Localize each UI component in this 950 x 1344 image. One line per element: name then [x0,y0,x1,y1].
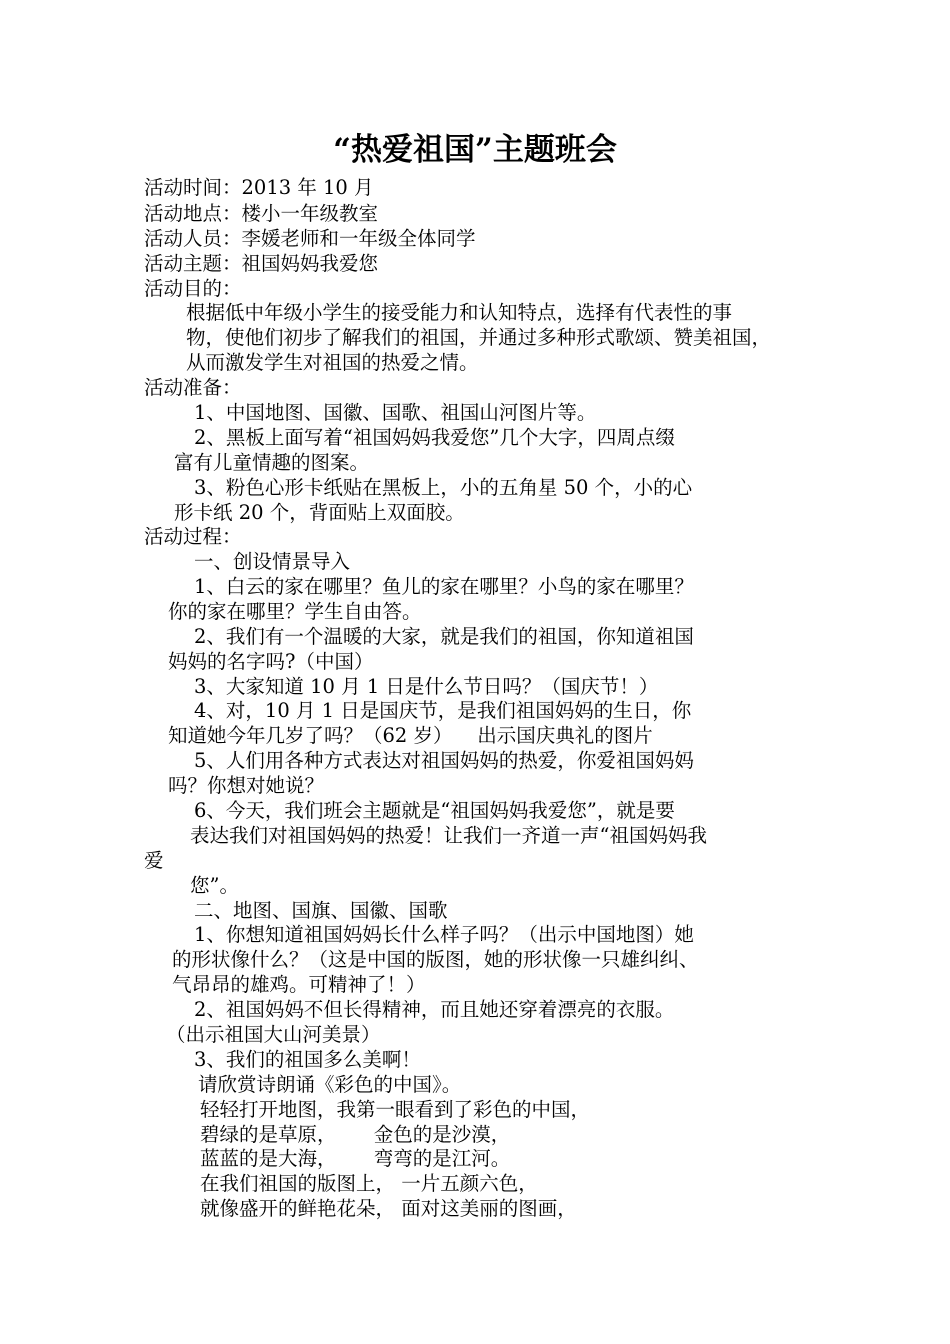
prep-line: 3、粉色心形卡纸贴在黑板上，小的五角星 50 个，小的心 [194,476,693,499]
process-line: 2、我们有一个温暖的大家，就是我们的祖国，你知道祖国 [194,625,694,648]
purpose-line: 物，使他们初步了解我们的祖国，并通过多种形式歌颂、赞美祖国， [186,326,772,349]
process-line: 6、今天，我们班会主题就是“祖国妈妈我爱您”，就是要 [194,799,675,822]
process-line: 3、大家知道 10 月 1 日是什么节日吗？（国庆节！） [194,675,659,698]
poem-line: 轻轻打开地图，我第一眼看到了彩色的中国， [200,1098,591,1121]
poem-line: 碧绿的是草原， 金色的是沙漠， [200,1123,511,1146]
process-line: 爱 [144,849,164,872]
info-purpose-label: 活动目的： [144,277,242,300]
purpose-line: 根据低中年级小学生的接受能力和认知特点，选择有代表性的事 [186,301,733,324]
info-theme: 活动主题：祖国妈妈我爱您 [144,252,379,275]
section-heading: 一、创设情景导入 [194,550,351,573]
prep-line: 形卡纸 20 个，背面贴上双面胶。 [174,501,465,524]
process-line: 你的家在哪里？学生自由答。 [168,600,422,623]
process-line: （出示祖国大山河美景） [166,1023,381,1046]
prep-line: 2、黑板上面写着“祖国妈妈我爱您”几个大字，四周点缀 [194,426,675,449]
prep-line: 富有儿童情趣的图案。 [174,451,370,474]
info-time: 活动时间：2013 年 10 月 [144,176,374,199]
prep-line: 1、中国地图、国徽、国歌、祖国山河图片等。 [194,401,597,424]
info-people: 活动人员：李媛老师和一年级全体同学 [144,227,476,250]
process-line: 5、人们用各种方式表达对祖国妈妈的热爱，你爱祖国妈妈 [194,749,694,772]
poem-line: 就像盛开的鲜艳花朵， 面对这美丽的图画， [200,1197,577,1220]
process-line: 的形状像什么？（这是中国的版图，她的形状像一只雄纠纠、 [172,948,699,971]
process-line: 妈妈的名字吗?（中国） [168,650,374,673]
process-line: 3、我们的祖国多么美啊！ [194,1048,421,1071]
prep-heading: 活动准备： [144,376,242,399]
page-title: “热爱祖国”主题班会 [333,132,617,168]
process-line: 知道她今年几岁了吗？（62 岁） 出示国庆典礼的图片 [168,724,653,747]
process-line: 表达我们对祖国妈妈的热爱！让我们一齐道一声“祖国妈妈我 [190,824,707,847]
poem-line: 在我们祖国的版图上， 一片五颜六色， [200,1172,538,1195]
process-line: 1、你想知道祖国妈妈长什么样子吗？（出示中国地图）她 [194,923,694,946]
poem-line: 蓝蓝的是大海， 弯弯的是江河。 [200,1147,511,1170]
process-heading: 活动过程： [144,525,242,548]
process-line: 气昂昂的雄鸡。可精神了！） [172,973,426,996]
process-line: 吗？你想对她说？ [168,774,325,797]
process-line: 1、白云的家在哪里？鱼儿的家在哪里？小鸟的家在哪里？ [194,575,694,598]
purpose-line: 从而激发学生对祖国的热爱之情。 [186,351,479,374]
process-line: 请欣赏诗朗诵《彩色的中国》。 [198,1073,462,1096]
info-place: 活动地点：楼小一年级教室 [144,202,379,225]
process-line: 2、祖国妈妈不但长得精神，而且她还穿着漂亮的衣服。 [194,998,675,1021]
process-line: 您”。 [190,874,239,897]
section-heading: 二、地图、国旗、国徽、国歌 [194,899,448,922]
process-line: 4、对，10 月 1 日是国庆节，是我们祖国妈妈的生日，你 [194,699,692,722]
